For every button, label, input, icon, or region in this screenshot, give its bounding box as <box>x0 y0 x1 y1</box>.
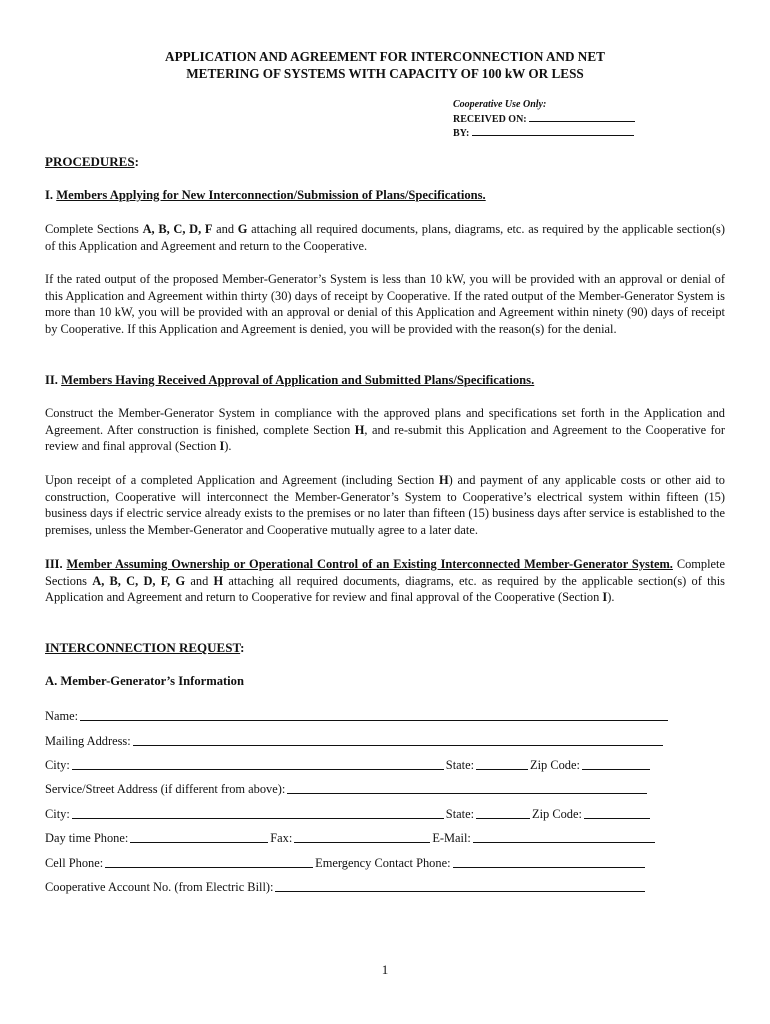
zip-field-2[interactable] <box>584 806 650 819</box>
by-line[interactable] <box>472 126 634 136</box>
account-number-label: Cooperative Account No. (from Electric Bill): <box>45 879 274 894</box>
account-number-field[interactable] <box>275 879 645 892</box>
name-label: Name: <box>45 708 79 723</box>
title-line-1: APPLICATION AND AGREEMENT FOR INTERCONNECTION AND NET <box>165 49 605 64</box>
service-address-row <box>45 780 649 797</box>
cell-phone-row <box>45 854 647 871</box>
title-line-2: METERING OF SYSTEMS WITH CAPACITY OF 100 kW OR LESS <box>186 66 584 81</box>
cell-phone-field[interactable] <box>105 855 313 868</box>
procedures-heading: PROCEDURES: <box>45 154 139 169</box>
section-ii-heading: II. Members Having Received Approval of Application and Submitted Plans/Specifications. <box>45 373 535 387</box>
city-label-2: City: <box>45 806 70 821</box>
name-row <box>45 707 670 724</box>
service-address-field[interactable] <box>287 781 647 794</box>
received-on-line[interactable] <box>529 112 635 122</box>
emergency-phone-label: Emergency Contact Phone: <box>315 855 451 870</box>
city-label: City: <box>45 757 70 772</box>
mailing-address-label: Mailing Address: <box>45 733 131 748</box>
by-row <box>453 126 635 141</box>
city-row-1 <box>45 756 652 773</box>
service-address-label: Service/Street Address (if different from above): <box>45 781 286 796</box>
city-field-2[interactable] <box>72 806 444 819</box>
state-field[interactable] <box>476 757 528 770</box>
received-on-row <box>453 112 635 127</box>
zip-label: Zip Code: <box>530 757 580 772</box>
zip-label-2: Zip Code: <box>532 806 582 821</box>
section-i-heading: I. Members Applying for New Interconnection/Submission of Plans/Specifications. <box>45 188 486 202</box>
state-label-2: State: <box>445 806 475 821</box>
phone-row <box>45 829 657 846</box>
by-label: BY: <box>453 128 470 139</box>
city-row-2 <box>45 805 652 822</box>
cooperative-use-box <box>453 99 635 141</box>
document-title <box>0 48 770 82</box>
section-i-paragraph-2: If the rated output of the proposed Member-Generator’s System is less than 10 kW, you will be provided with an approval or denial of this Application and Agreement within thirty (30) days of receipt by Cooperative. If the rated output of the Member-Generator System is more than 10 kW, you will be provided with an approval or denial of this Application and Agreement within ninety (90) days of receipt by Cooperative. If this Application and Agreement is denied, you will be provided with the reason(s) for the denial. <box>45 272 725 336</box>
section-ii-paragraph-2: Upon receipt of a completed Application and Agreement (including Section H) and payment of any applicable costs or other aid to construction, Cooperative will interconnect the Member-Generator’s System to Cooperative’s electrical system within fifteen (15) business days if electric service already exists to the premises or no later than fifteen (15) business days after service is established to the premises, unless the Member-Generator and Cooperative mutually agree to a later date. <box>45 473 725 537</box>
member-generator-info-heading: A. Member-Generator’s Information <box>45 674 244 688</box>
interconnection-request-heading: INTERCONNECTION REQUEST: <box>45 640 245 655</box>
fax-label: Fax: <box>270 830 293 845</box>
page-number: 1 <box>381 962 389 977</box>
day-phone-field[interactable] <box>130 830 268 843</box>
cooperative-use-label: Cooperative Use Only: <box>453 99 547 110</box>
section-ii-paragraph-1: Construct the Member-Generator System in compliance with the approved plans and specifications set forth in the Application and Agreement. After construction is finished, complete Section H, and re-submit this Application and Agreement to the Cooperative for review and final approval (Section I). <box>45 406 725 453</box>
day-phone-label: Day time Phone: <box>45 830 129 845</box>
account-number-row <box>45 878 647 895</box>
cell-phone-label: Cell Phone: <box>45 855 104 870</box>
city-field[interactable] <box>72 757 444 770</box>
name-field[interactable] <box>80 708 668 721</box>
state-field-2[interactable] <box>476 806 530 819</box>
mailing-address-row <box>45 732 665 749</box>
received-on-label: RECEIVED ON: <box>453 113 527 125</box>
email-label: E-Mail: <box>432 830 471 845</box>
emergency-phone-field[interactable] <box>453 855 645 868</box>
fax-field[interactable] <box>294 830 430 843</box>
email-field[interactable] <box>473 830 655 843</box>
section-iii-title: Member Assuming Ownership or Operational Control of an Existing Interconnected Member-Generator System. <box>66 557 673 571</box>
section-iii-paragraph: III. Member Assuming Ownership or Operational Control of an Existing Interconnected Member-Generator System. Complete Sections A, B, C, D, F, G and H attaching all required documents, diagrams, etc. as required by the applicable section(s) of this Application and Agreement and return to Cooperative for review and final approval of the Cooperative (Section I). <box>45 557 726 604</box>
mailing-address-field[interactable] <box>133 733 663 746</box>
zip-field[interactable] <box>582 757 650 770</box>
section-i-paragraph-1: Complete Sections A, B, C, D, F and G attaching all required documents, plans, diagrams, etc. as required by the applicable section(s) of this Application and Agreement and return to the Cooperative. <box>45 222 725 253</box>
state-label: State: <box>445 757 475 772</box>
